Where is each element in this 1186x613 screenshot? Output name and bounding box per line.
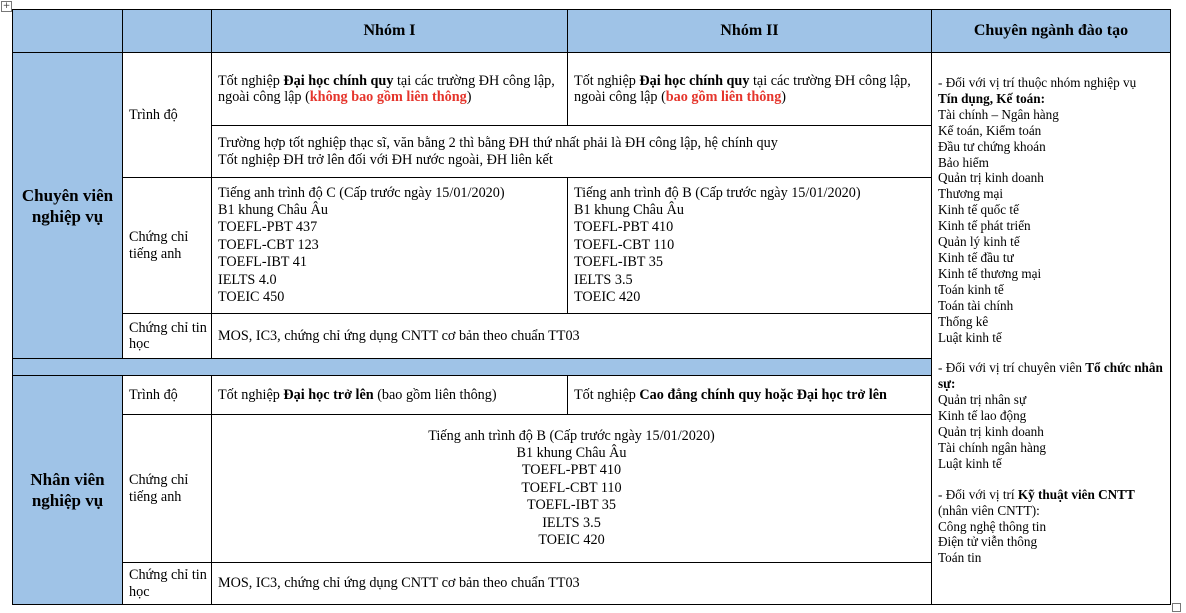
major-item: Thống kê [938, 313, 989, 329]
g1-tieng-anh-nhom1: Tiếng anh trình độ C (Cấp trước ngày 15/01/2020) B1 khung Châu Âu TOEFL-PBT 437 TOEFL-CBT 123 TOEFL-IBT 41 IELTS 4.0 TOEIC 450 [212, 178, 568, 314]
major-item: Toán kinh tế [938, 281, 1004, 297]
major-item: Toán tài chính [938, 297, 1014, 313]
majors-cntt-subtitle: (nhân viên CNTT): [938, 502, 1040, 518]
majors-nghiep-vu-list [938, 107, 1166, 346]
majors-cntt-heading: - Đối với vị trí Kỹ thuật viên CNTT [938, 486, 1135, 502]
major-item: Kinh tế phát triển [938, 218, 1031, 234]
majors-cell [932, 53, 1171, 605]
g2-trinh-do-nhom2: Tốt nghiệp Cao đẳng chính quy hoặc Đại học trở lên [568, 376, 932, 415]
g1-tin-hoc-label: Chứng chỉ tin học [123, 314, 212, 359]
header-blank-2 [123, 10, 212, 53]
major-item: Kinh tế quốc tế [938, 202, 1019, 218]
major-item: Bảo hiểm [938, 154, 989, 170]
g2-tin-hoc-label: Chứng chỉ tin học [123, 563, 212, 605]
major-item: Điện tử viễn thông [938, 534, 1038, 550]
major-item: Tài chính – Ngân hàng [938, 106, 1059, 122]
table-move-handle[interactable]: + [2, 1, 11, 11]
header-blank-1 [13, 10, 123, 53]
majors-cntt-list [938, 519, 1166, 567]
g1-tieng-anh-label: Chứng chỉ tiếng anh [123, 178, 212, 314]
major-item: Quản trị kinh doanh [938, 170, 1044, 186]
g1-tin-hoc-value: MOS, IC3, chứng chỉ ứng dụng CNTT cơ bản theo chuẩn TT03 [212, 314, 932, 359]
majors-to-chuc-list [938, 392, 1166, 472]
major-item: Thương mại [938, 186, 1004, 202]
header-nhom-1: Nhóm I [212, 10, 568, 53]
major-item: Kinh tế thương mại [938, 265, 1042, 281]
g1-trinh-do-nhom1: Tốt nghiệp Đại học chính quy tại các trường ĐH công lập, ngoài công lập (không bao gồm liên thông) [212, 53, 568, 126]
majors-to-chuc-heading: - Đối với vị trí chuyên viên Tổ chức nhân sự: [938, 360, 1163, 392]
g2-trinh-do-nhom1: Tốt nghiệp Đại học trở lên (bao gồm liên thông) [212, 376, 568, 415]
majors-nghiep-vu-bold: Tín dụng, Kế toán: [938, 90, 1045, 106]
g2-tieng-anh-label: Chứng chỉ tiếng anh [123, 415, 212, 563]
g2-tieng-anh-value: Tiếng anh trình độ B (Cấp trước ngày 15/01/2020) B1 khung Châu Âu TOEFL-PBT 410 TOEFL-CBT 110 TOEFL-IBT 35 IELTS 3.5 TOEIC 420 [212, 415, 932, 563]
g1-trinh-do-nhom2: Tốt nghiệp Đại học chính quy tại các trường ĐH công lập, ngoài công lập (bao gồm liên thông) [568, 53, 932, 126]
major-item: Kế toán, Kiểm toán [938, 122, 1042, 138]
g1-trinh-do-label: Trình độ [123, 53, 212, 178]
major-item: Công nghệ thông tin [938, 518, 1047, 534]
group-separator [13, 359, 932, 376]
major-item: Kinh tế lao động [938, 408, 1027, 424]
major-item: Quản lý kinh tế [938, 234, 1020, 250]
major-item: Quản trị nhân sự [938, 392, 1027, 408]
majors-nghiep-vu-intro: - Đối với vị trí thuộc nhóm nghiệp vụ [938, 75, 1137, 90]
g1-trinh-do-row [13, 53, 1171, 126]
major-item: Kinh tế đầu tư [938, 249, 1014, 265]
header-row [13, 10, 1171, 53]
g2-tin-hoc-value: MOS, IC3, chứng chỉ ứng dụng CNTT cơ bản theo chuẩn TT03 [212, 563, 932, 605]
group-chuyen-vien: Chuyên viên nghiệp vụ [13, 53, 123, 359]
major-item: Toán tin [938, 550, 982, 566]
major-item: Luật kinh tế [938, 329, 1002, 345]
major-item: Đầu tư chứng khoán [938, 138, 1046, 154]
major-item: Luật kinh tế [938, 455, 1002, 471]
g1-tieng-anh-nhom2: Tiếng anh trình độ B (Cấp trước ngày 15/01/2020) B1 khung Châu Âu TOEFL-PBT 410 TOEFL-CBT 110 TOEFL-IBT 35 IELTS 3.5 TOEIC 420 [568, 178, 932, 314]
g2-trinh-do-label: Trình độ [123, 376, 212, 415]
requirements-table [12, 9, 1171, 605]
header-nhom-2: Nhóm II [568, 10, 932, 53]
header-chuyen-nganh: Chuyên ngành đào tạo [932, 10, 1171, 53]
g1-trinh-do-note: Trường hợp tốt nghiệp thạc sĩ, văn bằng 2 thì bằng ĐH thứ nhất phải là ĐH công lập, hệ chính quy Tốt nghiệp ĐH trở lên đối với ĐH nước ngoài, ĐH liên kết [212, 126, 932, 178]
major-item: Tài chính ngân hàng [938, 439, 1047, 455]
group-nhan-vien: Nhân viên nghiệp vụ [13, 376, 123, 605]
major-item: Quản trị kinh doanh [938, 424, 1044, 440]
table-resize-handle[interactable] [1172, 603, 1181, 612]
